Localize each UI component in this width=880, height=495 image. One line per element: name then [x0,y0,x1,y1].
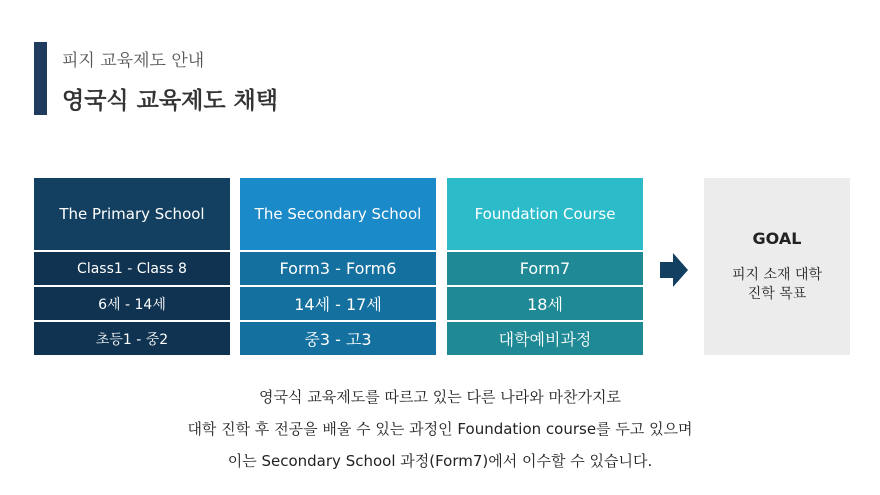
primary-school-heading: The Primary School [34,178,230,250]
primary-school-ages: 6세 - 14세 [34,287,230,320]
secondary-school-korean-equivalent: 중3 - 고3 [240,322,436,355]
foundation-course-korean-equivalent: 대학예비과정 [447,322,643,355]
page-title: 영국식 교육제도 채택 [62,88,278,114]
secondary-school-ages: 14세 - 17세 [240,287,436,320]
arrow-right-icon [660,253,688,287]
goal-box [704,178,850,355]
foundation-course-age: 18세 [447,287,643,320]
primary-school-korean-equivalent: 초등1 - 중2 [34,322,230,355]
foundation-course-column [447,178,643,355]
description-line-2: 대학 진학 후 전공을 배울 수 있는 과정인 Foundation course를 두고 있으며 [187,420,693,438]
foundation-course-grade: Form7 [447,252,643,285]
page-subtitle: 피지 교육제도 안내 [62,51,205,71]
goal-line-1: 피지 소재 대학 [731,267,823,283]
foundation-course-heading: Foundation Course [447,178,643,250]
description-line-3: 이는 Secondary School 과정(Form7)에서 이수할 수 있습니다. [227,452,653,470]
primary-school-grades: Class1 - Class 8 [34,252,230,285]
title-accent-bar [34,42,47,115]
goal-title: GOAL [752,229,802,248]
goal-line-2: 진학 목표 [747,286,807,302]
description-line-1: 영국식 교육제도를 따르고 있는 다른 나라와 마찬가지로 [259,388,621,406]
secondary-school-grades: Form3 - Form6 [240,252,436,285]
secondary-school-column [240,178,436,355]
primary-school-column [34,178,230,355]
secondary-school-heading: The Secondary School [240,178,436,250]
